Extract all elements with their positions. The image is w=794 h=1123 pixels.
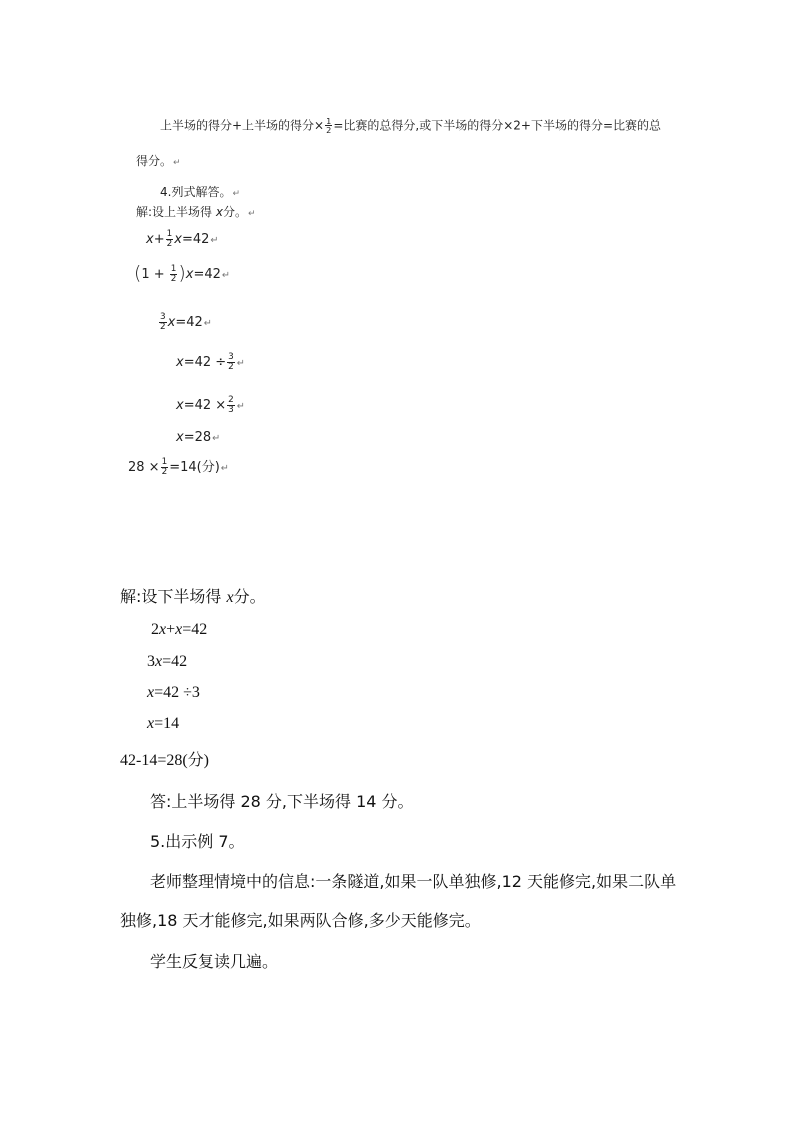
- paragraph-mark-icon: ↵: [221, 270, 231, 282]
- intro-line-1-b: =比赛的总得分,或下半场的得分×2+下半场的得分=比赛的总: [333, 118, 661, 133]
- item-5-heading: 5.出示例 7。: [150, 832, 245, 851]
- item-4-heading: 4.列式解答。↵: [160, 185, 240, 199]
- equation-b2: 3x=42: [147, 653, 188, 670]
- paragraph-mark-icon: ↵: [232, 189, 240, 199]
- fraction-half: $\frac{1}{2}$: [166, 229, 173, 250]
- paragraph-mark-icon: ↵: [236, 358, 245, 370]
- fraction-half: $\frac{1}{2}$: [161, 457, 168, 478]
- fraction-half: $\frac{1}{2}$: [170, 264, 177, 285]
- calc-line: 42-14=28(分): [120, 752, 210, 769]
- students-line: 学生反复读几遍。: [150, 952, 279, 971]
- paragraph-mark-icon: ↵: [173, 158, 181, 168]
- fraction-half: $\frac{1}{2}$: [326, 116, 332, 136]
- teacher-line-1: 老师整理情境中的信息:一条隧道,如果一队单独修,12 天能修完,如果二队单: [150, 872, 677, 891]
- equation-4: x=42 ÷ $\frac{3}{2}$ ↵: [176, 352, 245, 373]
- paragraph-mark-icon: ↵: [210, 235, 219, 247]
- paragraph-mark-icon: ↵: [236, 401, 245, 413]
- fraction-two-thirds: $\frac{2}{3}$: [228, 395, 234, 416]
- answer-line: 答:上半场得 28 分,下半场得 14 分。: [150, 792, 414, 811]
- solve-intro-1: 解:设上半场得 x分。↵: [136, 205, 256, 219]
- left-paren: (: [134, 263, 142, 285]
- paragraph-mark-icon: ↵: [247, 209, 256, 219]
- fraction-three-halves: $\frac{3}{2}$: [228, 352, 234, 373]
- paragraph-mark-icon: ↵: [212, 433, 221, 444]
- paragraph-mark-icon: ↵: [220, 463, 229, 475]
- intro-line-1-a: 上半场的得分+上半场的得分×: [160, 118, 325, 133]
- equation-b4: x=14: [147, 715, 180, 732]
- equation-1: x+ $\frac{1}{2}$ x=42↵: [146, 229, 219, 250]
- paragraph-mark-icon: ↵: [203, 318, 212, 330]
- teacher-line-2: 独修,18 天才能修完,如果两队合修,多少天能修完。: [120, 911, 481, 930]
- intro-line-1: [160, 117, 661, 135]
- solve-intro-2: 解:设下半场得 x分。: [120, 587, 266, 606]
- equation-5: x=42 × $\frac{2}{3}$ ↵: [176, 395, 245, 416]
- equation-7: 28 × $\frac{1}{2}$ =14(分)↵: [128, 457, 229, 478]
- intro-line-2: 得分。↵: [136, 154, 181, 168]
- right-paren: ): [178, 263, 186, 285]
- equation-2: (1 + $\frac{1}{2}$ )x=42↵: [134, 263, 231, 285]
- equation-b1: 2x+x=42: [151, 621, 208, 638]
- fraction-three-halves: $\frac{3}{2}$: [160, 312, 166, 333]
- equation-6: x=28↵: [176, 430, 221, 445]
- equation-b3: x=42 ÷3: [147, 684, 200, 701]
- equation-3: $\frac{3}{2}$ x=42↵: [160, 312, 212, 333]
